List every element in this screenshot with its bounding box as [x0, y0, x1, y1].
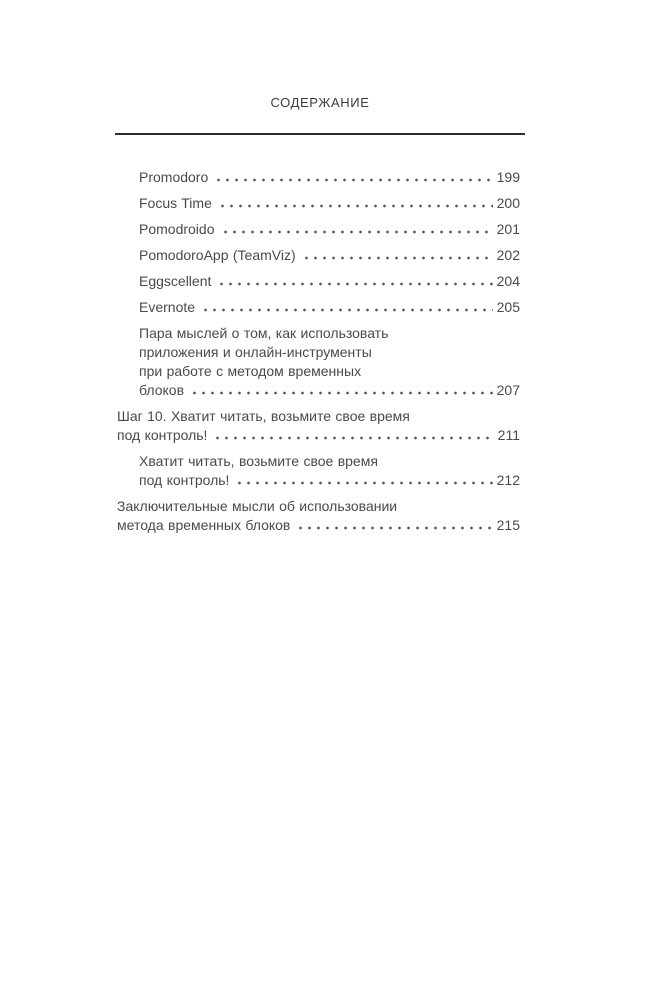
toc-entry-title: PomodoroApp (TeamViz)	[139, 247, 296, 263]
toc-entry-row	[139, 471, 520, 490]
toc-entry[interactable]	[115, 497, 520, 535]
toc-entry-row	[117, 516, 520, 535]
dot-leader	[213, 436, 493, 440]
toc-entry-row	[139, 220, 520, 239]
table-of-contents	[115, 168, 525, 535]
toc-page-number: 199	[496, 169, 520, 185]
toc-entry-title: под контроль!	[117, 427, 208, 443]
toc-entry-title: метода временных блоков	[117, 517, 291, 533]
dot-leader	[221, 230, 493, 234]
toc-entry-line: Шаг 10. Хватит читать, возьмите свое время	[117, 408, 410, 424]
toc-entry[interactable]	[115, 452, 520, 490]
dot-leader	[218, 204, 493, 208]
toc-entry-line: при работе с методом временных	[139, 363, 362, 379]
header-divider	[115, 133, 525, 135]
toc-page-number: 201	[496, 221, 520, 237]
dot-leader	[217, 282, 492, 286]
toc-page-number: 207	[496, 382, 520, 398]
toc-page-number: 212	[496, 472, 520, 488]
toc-entry-title: Focus Time	[139, 195, 212, 211]
toc-entry[interactable]	[115, 220, 520, 239]
toc-entry[interactable]	[115, 194, 520, 213]
contents-page	[115, 0, 525, 535]
toc-entry-row	[139, 246, 520, 265]
toc-entry[interactable]	[115, 407, 520, 445]
toc-page-number: 200	[496, 195, 520, 211]
toc-entry[interactable]	[115, 246, 520, 265]
toc-entry-line: Хватит читать, возьмите свое время	[139, 453, 378, 469]
toc-entry-row	[139, 381, 520, 400]
toc-entry-title: блоков	[139, 382, 185, 398]
toc-entry-title: Eggscellent	[139, 273, 212, 289]
toc-entry[interactable]	[115, 324, 520, 400]
toc-entry[interactable]	[115, 272, 520, 291]
toc-entry-row	[139, 168, 520, 187]
toc-entry[interactable]	[115, 168, 520, 187]
toc-entry-title: Evernote	[139, 299, 196, 315]
toc-entry-row	[117, 426, 520, 445]
toc-page-number: 211	[497, 427, 520, 443]
toc-entry-line: Пара мыслей о том, как использовать	[139, 325, 389, 341]
dot-leader	[201, 308, 493, 312]
dot-leader	[235, 481, 492, 485]
toc-entry-row	[139, 194, 520, 213]
dot-leader	[296, 526, 492, 530]
toc-entry-title: под контроль!	[139, 472, 230, 488]
dot-leader	[214, 178, 492, 182]
toc-page-number: 202	[496, 247, 520, 263]
toc-entry-line: приложения и онлайн-инструменты	[139, 344, 372, 360]
toc-entry-title: Promodoro	[139, 169, 209, 185]
toc-entry[interactable]	[115, 298, 520, 317]
dot-leader	[302, 256, 493, 260]
dot-leader	[190, 391, 493, 395]
page-title: СОДЕРЖАНИЕ	[270, 95, 370, 110]
toc-page-number: 204	[496, 273, 520, 289]
toc-page-number: 205	[496, 299, 520, 315]
toc-entry-row	[139, 272, 520, 291]
toc-entry-line: Заключительные мысли об использовании	[117, 498, 398, 514]
toc-page-number: 215	[496, 517, 520, 533]
toc-entry-row	[139, 298, 520, 317]
toc-entry-title: Pomodroido	[139, 221, 215, 237]
